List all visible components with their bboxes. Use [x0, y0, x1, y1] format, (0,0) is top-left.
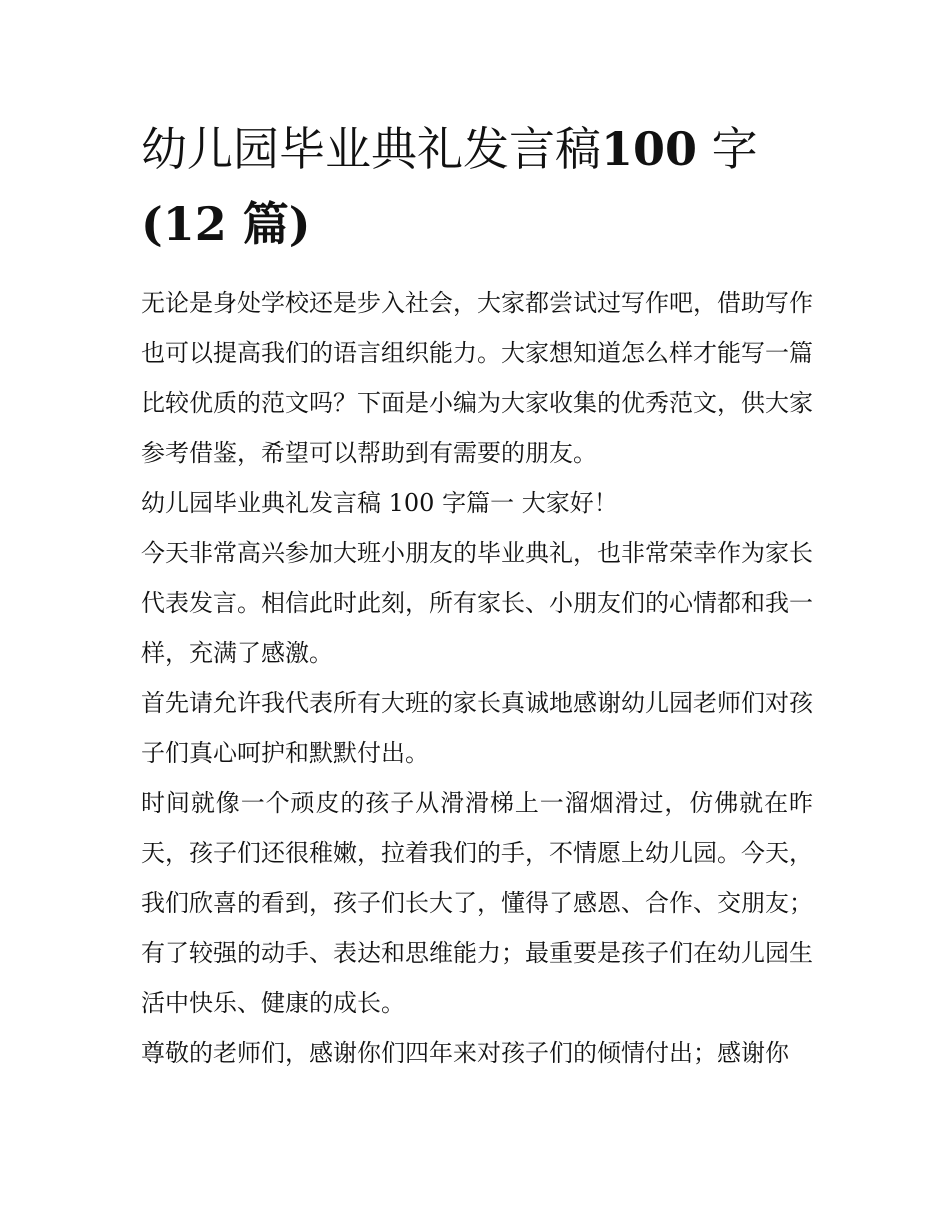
paragraph-heading: 幼儿园毕业典礼发言稿 100 字篇一 大家好！	[141, 489, 618, 517]
title-number: 100	[601, 122, 698, 176]
paragraph: 首先请允许我代表所有大班的家长真诚地感谢幼儿园老师们对孩子们真心呵护和默默付出。	[141, 689, 813, 767]
paragraph: 时间就像一个顽皮的孩子从滑滑梯上一溜烟滑过，仿佛就在昨天，孩子们还很稚嫩，拉着我们的手，不情愿上幼儿园。今天，我们欣喜的看到，孩子们长大了，懂得了感恩、合作、交朋友；有了较强的动手、表达和思维能力；最重要是孩子们在幼儿园生活中快乐、健康的成长。	[141, 789, 813, 1017]
title-unit: 字	[711, 122, 758, 176]
title-count: (12 篇)	[141, 197, 311, 251]
document-body	[141, 278, 813, 1078]
title-text: 幼儿园毕业典礼发言稿	[141, 122, 601, 176]
paragraph: 尊敬的老师们，感谢你们四年来对孩子们的倾情付出；感谢你	[141, 1039, 789, 1067]
paragraph-intro: 无论是身处学校还是步入社会，大家都尝试过写作吧，借助写作也可以提高我们的语言组织能力。大家想知道怎么样才能写一篇比较优质的范文吗？下面是小编为大家收集的优秀范文，供大家参考借鉴，希望可以帮助到有需要的朋友。	[141, 289, 813, 467]
paragraph: 今天非常高兴参加大班小朋友的毕业典礼，也非常荣幸作为家长代表发言。相信此时此刻，所有家长、小朋友们的心情都和我一样，充满了感激。	[141, 539, 813, 667]
document-content	[141, 112, 813, 1078]
document-title	[141, 112, 813, 262]
